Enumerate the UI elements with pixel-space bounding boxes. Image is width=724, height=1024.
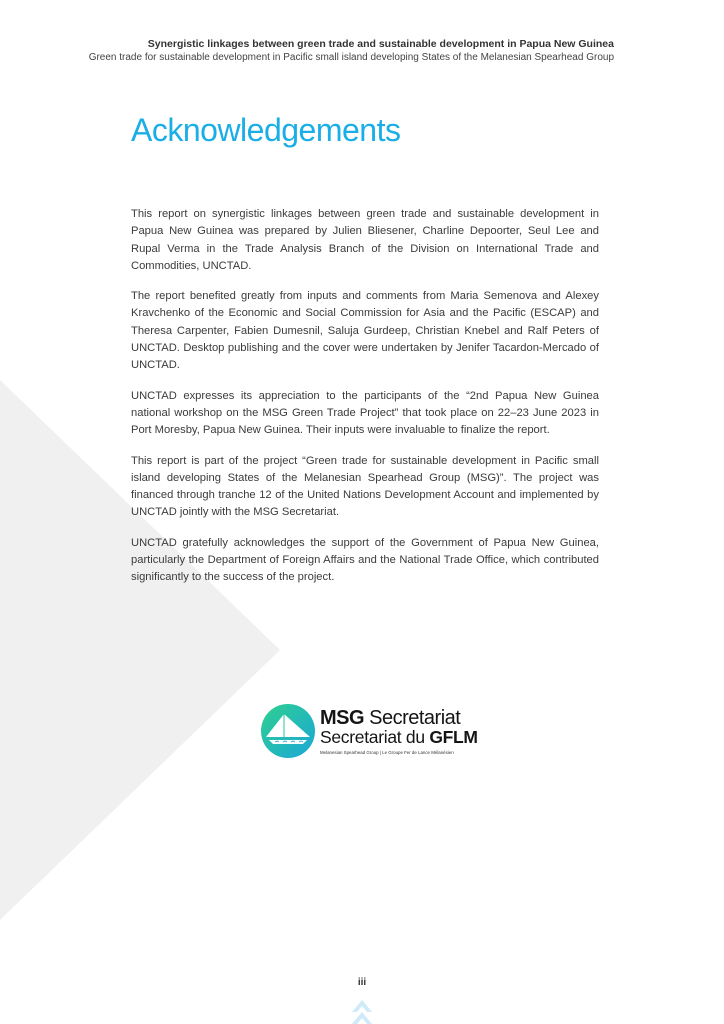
paragraph: This report is part of the project “Green trade for sustainable development in Pacific small island developing States of the Melanesian Spearhead Group (MSG)”. The project was financed through tranche 12 of the United Nations Development Account and implemented by UNCTAD jointly with the MSG Secretariat.	[131, 454, 599, 519]
paragraph: The report benefited greatly from inputs and comments from Maria Semenova and Alexey Kravchenko of the Economic and Social Commission for Asia and the Pacific (ESCAP) and Theresa Carpenter, Fabien Dumesnil, Saluja Gurdeep, Christian Knebel and Ralf Peters of UNCTAD. Desktop publishing and the cover were undertaken by Jenifer Tacardon-Mercado of UNCTAD.	[131, 290, 599, 372]
logo-line-1: MSG Secretariat	[320, 706, 461, 729]
header-title: Synergistic linkages between green trade and sustainable development in Papua New Guinea	[147, 38, 614, 50]
page-title: Acknowledgements	[131, 112, 401, 148]
paragraph: UNCTAD gratefully acknowledges the support of the Government of Papua New Guinea, particularly the Department of Foreign Affairs and the National Trade Office, which contributed significantly to the success of the project.	[131, 536, 599, 584]
msg-secretariat-logo	[260, 703, 478, 759]
chevron-up-icon	[350, 996, 374, 1024]
acknowledgements-body	[131, 206, 599, 600]
logo-line-2: Secretariat du GFLM	[320, 726, 478, 747]
header-subtitle: Green trade for sustainable development in Pacific small island developing States of the Melanesian Spearhead Group	[88, 52, 614, 63]
page-number: iii	[357, 977, 367, 988]
logo-tagline: Melanesian Spearhead Group | Le Groupe Fer de Lance Mélanésien	[320, 749, 454, 755]
running-header	[89, 38, 614, 64]
msg-emblem-icon	[260, 703, 316, 759]
paragraph: This report on synergistic linkages between green trade and sustainable development in Papua New Guinea was prepared by Julien Bliesener, Charline Depoorter, Seul Lee and Rupal Verma in the Trade Analysis Branch of the Division on International Trade and Commodities, UNCTAD.	[131, 208, 599, 272]
paragraph: UNCTAD expresses its appreciation to the participants of the “2nd Papua New Guinea national workshop on the MSG Green Trade Project” that took place on 22–23 June 2023 in Port Moresby, Papua New Guinea. Their inputs were invaluable to finalize the report.	[131, 389, 599, 437]
